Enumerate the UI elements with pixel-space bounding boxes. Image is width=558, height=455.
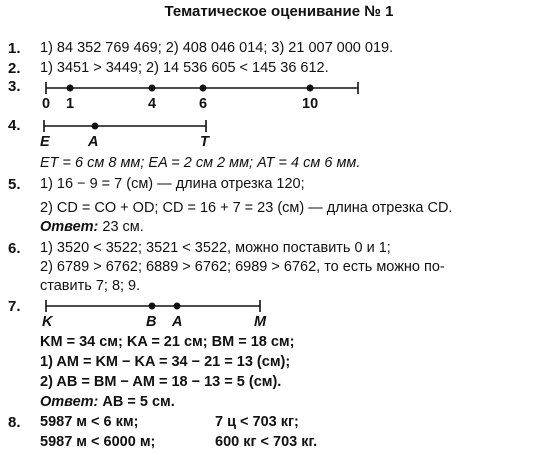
- answer-label: Ответ:: [40, 219, 99, 235]
- answer-text: 2) CD = CO + OD; CD = 16 + 7 = 23 (см) — длина отрезка CD.: [40, 200, 453, 216]
- point-label: B: [146, 314, 157, 330]
- answer-text: 2) 6789 > 6762; 6889 > 6762; 6989 > 6762, то есть можно по-: [40, 259, 445, 275]
- segment-km: [46, 300, 260, 312]
- answer-text: 1) 84 352 769 469; 2) 408 046 014; 3) 21 007 000 019.: [40, 40, 394, 56]
- tick-label: 1: [66, 96, 75, 112]
- answer-text: 1) 3520 < 3522; 3521 < 3522, можно поставить 0 и 1;: [40, 240, 391, 256]
- answer-text: 2) AB = BM − AM = 18 − 13 = 5 (см).: [40, 374, 282, 390]
- point-label: T: [200, 134, 209, 150]
- answer-text: 1) AM = KM − KA = 34 − 21 = 13 (см);: [40, 354, 291, 370]
- item-number: 2.: [8, 60, 21, 77]
- answer-label: Ответ:: [40, 394, 99, 410]
- item-number: 3.: [8, 78, 21, 95]
- tick-label: 6: [199, 96, 208, 112]
- point-label: M: [254, 314, 267, 330]
- tick-label: 10: [302, 96, 319, 112]
- tick-label: 4: [148, 96, 157, 112]
- number-line-3: [46, 82, 358, 94]
- item-number: 5.: [8, 176, 21, 193]
- answer-text: 1) 16 − 9 = 7 (см) — длина отрезка 120;: [40, 176, 305, 192]
- point-label: K: [42, 314, 53, 330]
- answer-text: 5987 м < 6000 м;: [40, 434, 156, 450]
- answer-text: 600 кг < 703 кг.: [215, 434, 318, 450]
- answer-value: 23 см.: [98, 219, 144, 235]
- answer-text: ставить 7; 8; 9.: [40, 278, 141, 294]
- item-number: 1.: [8, 40, 21, 57]
- page-title: Тематическое оценивание № 1: [164, 3, 394, 20]
- tick-label: 0: [42, 96, 51, 112]
- item-number: 4.: [8, 117, 21, 134]
- segment-et: [44, 120, 206, 132]
- point-label: A: [88, 134, 99, 150]
- item-number: 7.: [8, 298, 21, 315]
- answer-text: 7 ц < 703 кг;: [215, 414, 299, 430]
- answer-text: 1) 3451 > 3449; 2) 14 536 605 < 145 36 612.: [40, 60, 329, 76]
- answer-text: 5987 м < 6 км;: [40, 414, 139, 430]
- item-number: 6.: [8, 240, 21, 257]
- point-label: A: [172, 314, 183, 330]
- point-label: E: [40, 134, 50, 150]
- answer-value: AB = 5 см.: [98, 394, 175, 410]
- answer-text: ET = 6 см 8 мм; EA = 2 см 2 мм; AT = 4 см 6 мм.: [40, 155, 361, 171]
- item-number: 8.: [8, 414, 21, 431]
- answer-text: KM = 34 см; KA = 21 см; BM = 18 см;: [40, 334, 295, 350]
